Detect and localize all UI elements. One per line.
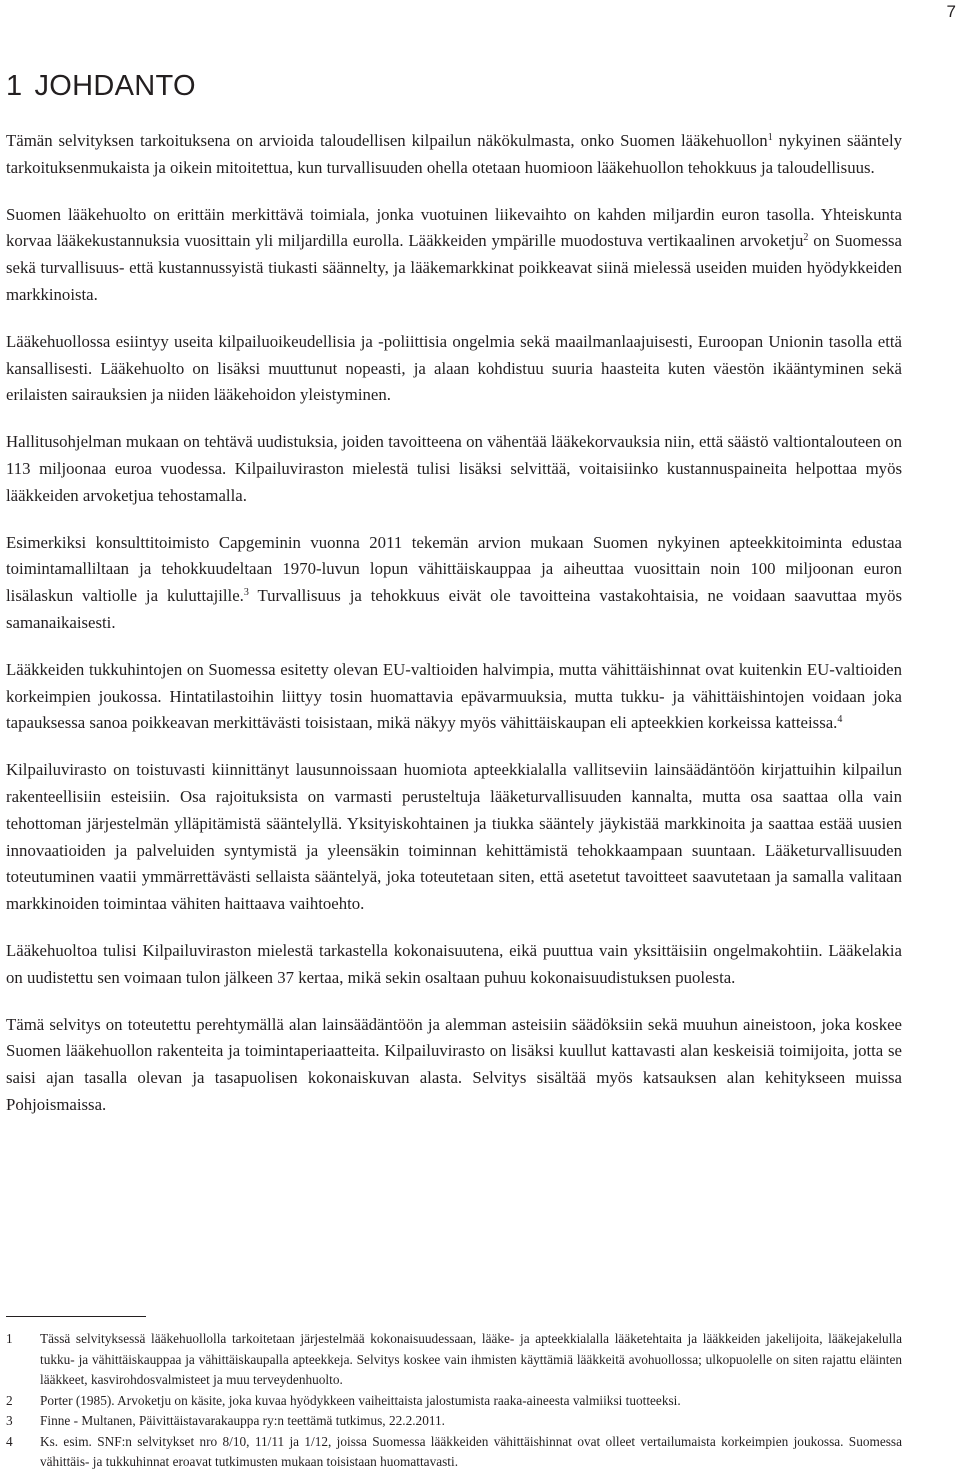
footnote bbox=[6, 1329, 902, 1391]
body-text bbox=[6, 128, 902, 1139]
paragraph-text: Lääkehuollossa esiintyy useita kilpailuoikeudellisia ja -poliittisia ongelmia sekä maailmanlaajuisesti, Euroopan Unionin tasolla että kansallisesti. Lääkehuolto on lisäksi muuttunut nopeasti, ja alaan kohdistuu suuria haasteita kuten väestön ikääntyminen sekä erilaisten sairauksien ja niiden lääkehoidon yleistyminen. bbox=[6, 331, 902, 405]
paragraph bbox=[6, 530, 902, 637]
footnotes bbox=[6, 1329, 902, 1473]
footnote-text: Tässä selvityksessä lääkehuollolla tarkoitetaan järjestelmää kokonaisuudessaan, lääke- ja apteekkialalla lääketehtaita ja lääkkeiden jakelijoita, lääkejakelulla tukku- ja vähittäiskauppaa ja vähittäiskaupalla apteekkeja. Selvitys koskee vain ihmisten käyttämiä lääkkeitä avohuollossa; ulkopuolelle on siten rajattu eläinten lääkkeet, kasvirohdosvalmisteet ja muu terveydenhuolto. bbox=[40, 1331, 902, 1387]
paragraph bbox=[6, 329, 902, 409]
paragraph-text: Suomen lääkehuolto on erittäin merkittävä toimiala, jonka vuotuinen liikevaihto on kahden miljardin euron tasolla. Yhteiskunta korvaa lääkekustannuksia vuosittain yli miljardilla eurolla. Lääkkeiden ympärille muodostuva vertikaalinen arvoketju bbox=[6, 204, 902, 251]
paragraph bbox=[6, 657, 902, 737]
footnote-text: Porter (1985). Arvoketju on käsite, joka kuvaa hyödykkeen vaiheittaista jalostumista raaka-aineesta valmiiksi tuotteeksi. bbox=[40, 1392, 681, 1408]
paragraph bbox=[6, 757, 902, 918]
chapter-title: JOHDANTO bbox=[34, 70, 196, 102]
footnote-text: Ks. esim. SNF:n selvitykset nro 8/10, 11/11 ja 1/12, joissa Suomessa lääkkeiden vähittäishinnat ovat olleet vertailumaista korkeimpien joukossa. Suomessa vähittäis- ja tukkuhinnat eroavat tutkimusten mukaan toisistaan huomattavasti. bbox=[40, 1433, 902, 1469]
paragraph bbox=[6, 938, 902, 992]
paragraph bbox=[6, 128, 902, 182]
chapter-number: 1 bbox=[6, 70, 23, 102]
footnote-number: 1 bbox=[6, 1331, 13, 1346]
footnote bbox=[6, 1391, 902, 1412]
footnote-number: 2 bbox=[6, 1392, 13, 1408]
paragraph-text: Turvallisuus ja tehokkuus eivät ole tavoitteina vastakohtaisia, ne voidaan saavuttaa myös samanaikaisesti. bbox=[6, 586, 902, 632]
paragraph-text: Esimerkiksi konsulttitoimisto Capgeminin vuonna 2011 tekemän arvion mukaan Suomen nykyinen apteekkitoiminta edustaa toimintamalliltaan ja tehokkuudeltaan 1970-luvun lopun vähittäiskauppaa ja aiheuttaa vuosittain noin 100 miljoonan euron lisälaskun valtiolle ja kuluttajille. bbox=[6, 532, 902, 606]
paragraph-text: Tämän selvityksen tarkoituksena on arvioida taloudellisen kilpailun näkökulmasta, onko Suomen lääkehuollon bbox=[6, 131, 768, 150]
footnote-reference[interactable]: 4 bbox=[837, 714, 843, 726]
footnote bbox=[6, 1432, 902, 1473]
footnote-number: 4 bbox=[6, 1433, 13, 1449]
footnote-divider bbox=[6, 1316, 146, 1317]
footnote-reference[interactable]: 2 bbox=[803, 232, 809, 244]
footnote-number: 3 bbox=[6, 1413, 13, 1428]
chapter-heading bbox=[6, 70, 196, 103]
paragraph-text: Kilpailuvirasto on toistuvasti kiinnittänyt lausunnoissaan huomiota apteekkialalla vallitseviin lainsäädäntöön kirjattuihin kilpailun rakenteellisiin esteisiin. Osa rajoituksista on varmasti perusteltuja lääketurvallisuuden kannalta, mutta osa saattaa olla vain tehottoman järjestelmän ylläpitämistä sääntelyllä. Yksityiskohtainen ja tiukka sääntely jäykistää markkinoita ja saattaa estää uusien innovaatioiden ja palveluiden syntymistä ja yleensäkin toiminnan kehittämistä tehokkaampaan suuntaan. Lääketurvallisuuden toteutuminen vaatii ymmärrettävästi sellaista sääntelyä, joka toteutetaan siten, että asetetut tavoitteet saavutetaan ja samalla valitaan markkinoiden toimintaa vähiten haittaava vaihtoehto. bbox=[6, 760, 902, 914]
paragraph bbox=[6, 429, 902, 509]
paragraph-text: nykyinen sääntely tarkoituksenmukaista ja oikein mitoitettua, kun turvallisuuden ohella otetaan huomioon lääkehuollon tehokkuus ja taloudellisuus. bbox=[6, 131, 902, 177]
paragraph-text: Tämä selvitys on toteutettu perehtymällä alan lainsäädäntöön ja alemman asteisiin säädöksiin sekä muuhun aineistoon, joka koskee Suomen lääkehuollon rakenteita ja toimintaperiaatteita. Kilpailuvirasto on lisäksi kuullut kattavasti alan keskeisiä toimijoita, jotta se saisi ajan tasalla olevan ja tasapuolisen kokonaiskuvan alasta. Selvitys sisältää myös katsauksen alan kehitykseen muissa Pohjoismaissa. bbox=[6, 1014, 902, 1114]
footnote-reference[interactable]: 3 bbox=[243, 587, 249, 599]
footnote-reference[interactable]: 1 bbox=[767, 132, 773, 143]
page-number: 7 bbox=[946, 2, 956, 21]
footnote-text: Finne - Multanen, Päivittäistavarakauppa ry:n teettämä tutkimus, 22.2.2011. bbox=[40, 1413, 445, 1428]
paragraph-text: on Suomessa sekä turvallisuus- että kustannussyistä tiukasti säännelty, ja lääkemarkkinat poikkeavat siinä mielessä useiden muiden hyödykkeiden markkinoista. bbox=[6, 231, 903, 304]
paragraph bbox=[6, 202, 902, 309]
paragraph-text: Lääkehuoltoa tulisi Kilpailuviraston mielestä tarkastella kokonaisuutena, eikä puuttua vain yksittäisiin ongelmakohtiin. Lääkelakia on uudistettu sen voimaan tulon jälkeen 37 kertaa, mikä sekin osaltaan puhuu kokonaisuudistuksen puolesta. bbox=[6, 940, 902, 987]
footnote bbox=[6, 1411, 902, 1432]
paragraph-text: Hallitusohjelman mukaan on tehtävä uudistuksia, joiden tavoitteena on vähentää lääkekorvauksia niin, että säästö valtiontalouteen on 113 miljoonaa euroa vuodessa. Kilpailuviraston mielestä tulisi lisäksi selvittää, voitaisiinko kustannuspaineita helpottaa myös lääkkeiden arvoketjua tehostamalla. bbox=[6, 432, 902, 505]
paragraph-text: Lääkkeiden tukkuhintojen on Suomessa esitetty olevan EU-valtioiden halvimpia, mutta vähittäishinnat ovat kuitenkin EU-valtioiden korkeimpien joukossa. Hintatilastoihin liittyy tosin huomattavia epävarmuuksia, mutta tukku- ja vähittäishintojen voidaan joka tapauksessa sanoa poikkeavan merkittävästi toisistaan, mikä näkyy myös vähittäiskaupan eli apteekkien korkeissa katteissa. bbox=[6, 659, 902, 733]
paragraph bbox=[6, 1012, 902, 1119]
